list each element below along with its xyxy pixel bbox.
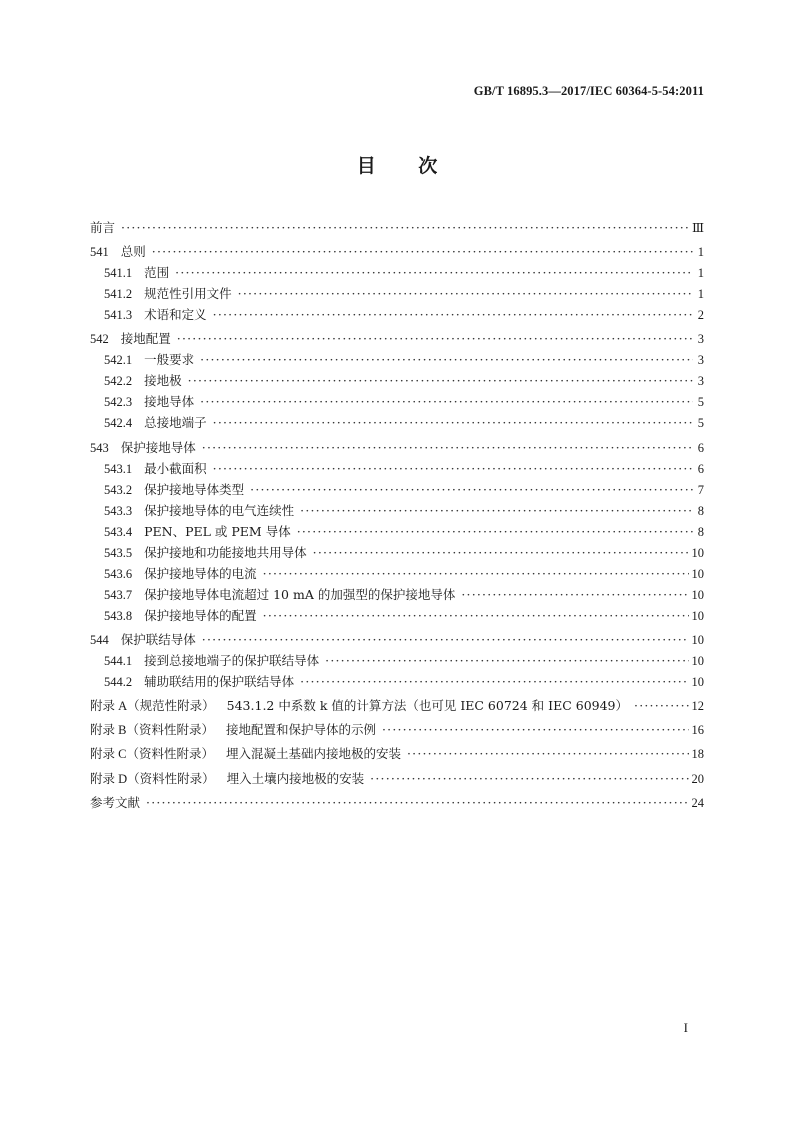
toc-entry[interactable] xyxy=(90,500,704,521)
toc-entry[interactable] xyxy=(90,304,704,325)
toc-entry-title: 一般要求 xyxy=(144,352,195,368)
toc-entry-page: 1 xyxy=(697,266,704,281)
toc-dot-leader xyxy=(213,458,693,479)
toc-entry-number: 附录 D（资料性附录） xyxy=(90,771,215,786)
toc-entry-title: 接地配置和保护导体的示例 xyxy=(225,722,376,738)
toc-dot-leader xyxy=(370,768,688,789)
toc-entry-page: Ⅲ xyxy=(691,221,704,235)
standard-code-header: GB/T 16895.3—2017/IEC 60364-5-54:2011 xyxy=(473,84,704,98)
toc-entry-title: 埋入混凝土基础内接地极的安装 xyxy=(225,746,401,762)
toc-entry-title: 保护接地导体 xyxy=(120,439,196,455)
toc-entry-title: 保护接地导体电流超过 10 mA 的加强型的保护接地导体 xyxy=(144,586,456,602)
toc-entry[interactable] xyxy=(90,391,704,412)
toc-entry-number: 543.1 xyxy=(104,461,133,476)
toc-entry-page: 6 xyxy=(697,440,704,455)
toc-entry-page: 1 xyxy=(697,245,704,260)
toc-entry[interactable] xyxy=(90,328,704,349)
toc-entry-page: 3 xyxy=(697,332,704,347)
toc-entry-title: 总接地端子 xyxy=(144,415,207,431)
toc-entry-title: 543.1.2 中系数 k 值的计算方法（也可见 IEC 60724 和 IEC 60949） xyxy=(226,697,629,713)
toc-entry-title: 接地配置 xyxy=(120,331,171,347)
toc-entry-page: 5 xyxy=(697,395,704,410)
toc-entry[interactable] xyxy=(90,370,704,391)
toc-entry-title: 前言 xyxy=(90,220,116,235)
toc-entry-title: 总则 xyxy=(120,244,146,260)
toc-entry-title: 保护接地导体的电流 xyxy=(144,565,257,581)
toc-dot-leader xyxy=(202,629,689,650)
toc-entry-number: 543.7 xyxy=(104,587,133,602)
toc-entry-number: 543.5 xyxy=(104,545,133,560)
toc-dot-leader xyxy=(461,584,688,605)
toc-entry-title: 保护接地导体类型 xyxy=(144,481,245,497)
toc-entry-page: 18 xyxy=(691,747,704,762)
toc-entry[interactable] xyxy=(90,458,704,479)
toc-entry-page: 10 xyxy=(691,653,704,668)
toc-entry[interactable] xyxy=(90,792,704,813)
toc-entry[interactable] xyxy=(90,262,704,283)
toc-entry-title: 规范性引用文件 xyxy=(144,286,232,302)
toc-dot-leader xyxy=(152,241,693,262)
toc-entry-number: 附录 A（规范性附录） xyxy=(90,698,215,713)
toc-entry-number: 542.1 xyxy=(104,353,133,368)
toc-entry-page: 2 xyxy=(697,308,704,323)
toc-entry-title: 埋入土壤内接地极的安装 xyxy=(226,770,365,786)
toc-dot-leader xyxy=(300,671,688,692)
toc-dot-leader xyxy=(250,479,693,500)
toc-dot-leader xyxy=(146,792,688,813)
toc-entry-page: 8 xyxy=(697,503,704,518)
toc-entry[interactable] xyxy=(90,629,704,650)
toc-entry-page: 16 xyxy=(691,723,704,738)
toc-entry-number: 541.2 xyxy=(104,287,133,302)
toc-entry[interactable] xyxy=(90,584,704,605)
toc-entry-page: 10 xyxy=(691,608,704,623)
toc-entry-number: 544 xyxy=(90,632,109,647)
toc-entry-page: 3 xyxy=(697,353,704,368)
toc-dot-leader xyxy=(297,521,693,542)
toc-entry-number: 542.3 xyxy=(104,395,133,410)
toc-entry-page: 5 xyxy=(697,416,704,431)
toc-entry[interactable] xyxy=(90,563,704,584)
toc-dot-leader xyxy=(202,437,693,458)
toc-entry-title: 接到总接地端子的保护联结导体 xyxy=(144,652,320,668)
toc-dot-leader xyxy=(238,283,693,304)
table-of-contents xyxy=(90,217,704,813)
toc-entry[interactable] xyxy=(90,349,704,370)
toc-entry[interactable] xyxy=(90,521,704,542)
toc-entry-title: 参考文献 xyxy=(90,794,141,810)
toc-entry[interactable] xyxy=(90,542,704,563)
toc-entry-number: 542.4 xyxy=(104,416,133,431)
toc-entry-page: 10 xyxy=(691,632,704,647)
toc-entry-number: 542.2 xyxy=(104,374,133,389)
toc-entry-page: 10 xyxy=(691,566,704,581)
toc-entry-number: 544.2 xyxy=(104,674,133,689)
toc-entry-number: 543.2 xyxy=(104,482,133,497)
toc-entry[interactable] xyxy=(90,605,704,626)
toc-entry-page: 10 xyxy=(691,674,704,689)
toc-entry-page: 6 xyxy=(697,461,704,476)
toc-entry-number: 543.6 xyxy=(104,566,133,581)
toc-entry-page: 10 xyxy=(691,587,704,602)
page-title: 目 次 xyxy=(356,155,438,177)
toc-entry-number: 541 xyxy=(90,245,109,260)
toc-entry-page: 24 xyxy=(691,795,704,810)
toc-entry-title: 接地极 xyxy=(144,373,182,389)
toc-entry-page: 20 xyxy=(691,771,704,786)
toc-entry[interactable] xyxy=(90,241,704,262)
toc-dot-leader xyxy=(263,605,689,626)
toc-dot-leader xyxy=(188,370,693,391)
toc-dot-leader xyxy=(200,391,693,412)
toc-entry-page: 7 xyxy=(697,482,704,497)
toc-entry-number: 541.3 xyxy=(104,308,133,323)
toc-entry-page: 1 xyxy=(697,287,704,302)
toc-entry-title: 最小截面积 xyxy=(144,460,207,476)
toc-dot-leader xyxy=(200,349,693,370)
toc-dot-leader xyxy=(263,563,689,584)
toc-entry-number: 544.1 xyxy=(104,653,133,668)
toc-entry[interactable] xyxy=(90,412,704,433)
toc-entry-title: PEN、PEL 或 PEM 导体 xyxy=(144,523,291,539)
toc-dot-leader xyxy=(121,217,689,238)
toc-entry[interactable] xyxy=(90,283,704,304)
toc-entry-page: 10 xyxy=(691,545,704,560)
toc-entry[interactable] xyxy=(90,719,704,740)
toc-entry-number: 543.8 xyxy=(104,608,133,623)
toc-entry-title: 保护联结导体 xyxy=(120,631,196,647)
toc-dot-leader xyxy=(382,719,689,740)
page-number: I xyxy=(683,1020,688,1035)
toc-entry[interactable] xyxy=(90,217,704,238)
toc-dot-leader xyxy=(313,542,689,563)
toc-entry[interactable] xyxy=(90,743,704,764)
toc-entry-title: 术语和定义 xyxy=(144,307,207,323)
toc-entry[interactable] xyxy=(90,650,704,671)
toc-dot-leader xyxy=(634,695,688,716)
toc-entry-number: 542 xyxy=(90,332,109,347)
toc-entry-number: 附录 C（资料性附录） xyxy=(90,747,214,762)
toc-entry-number: 541.1 xyxy=(104,266,133,281)
toc-entry-page: 3 xyxy=(697,374,704,389)
toc-dot-leader xyxy=(175,262,693,283)
toc-entry-title: 保护接地导体的电气连续性 xyxy=(144,502,295,518)
toc-entry-title: 辅助联结用的保护联结导体 xyxy=(144,673,295,689)
toc-entry[interactable] xyxy=(90,695,704,716)
toc-dot-leader xyxy=(300,500,693,521)
toc-entry[interactable] xyxy=(90,437,704,458)
toc-entry-title: 接地导体 xyxy=(144,394,195,410)
toc-dot-leader xyxy=(213,304,693,325)
toc-entry-title: 保护接地和功能接地共用导体 xyxy=(144,544,307,560)
toc-entry-title: 范围 xyxy=(144,265,170,281)
toc-entry-page: 12 xyxy=(691,698,704,713)
toc-entry[interactable] xyxy=(90,671,704,692)
toc-dot-leader xyxy=(407,743,689,764)
toc-entry-page: 8 xyxy=(697,524,704,539)
toc-entry-number: 543.3 xyxy=(104,503,133,518)
toc-entry-number: 543.4 xyxy=(104,524,133,539)
toc-dot-leader xyxy=(213,412,693,433)
toc-entry-title: 保护接地导体的配置 xyxy=(144,607,257,623)
toc-dot-leader xyxy=(177,328,693,349)
toc-entry-number: 543 xyxy=(90,440,109,455)
toc-entry-number: 附录 B（资料性附录） xyxy=(90,723,214,738)
toc-dot-leader xyxy=(325,650,688,671)
toc-entry[interactable] xyxy=(90,768,704,789)
toc-entry[interactable] xyxy=(90,479,704,500)
